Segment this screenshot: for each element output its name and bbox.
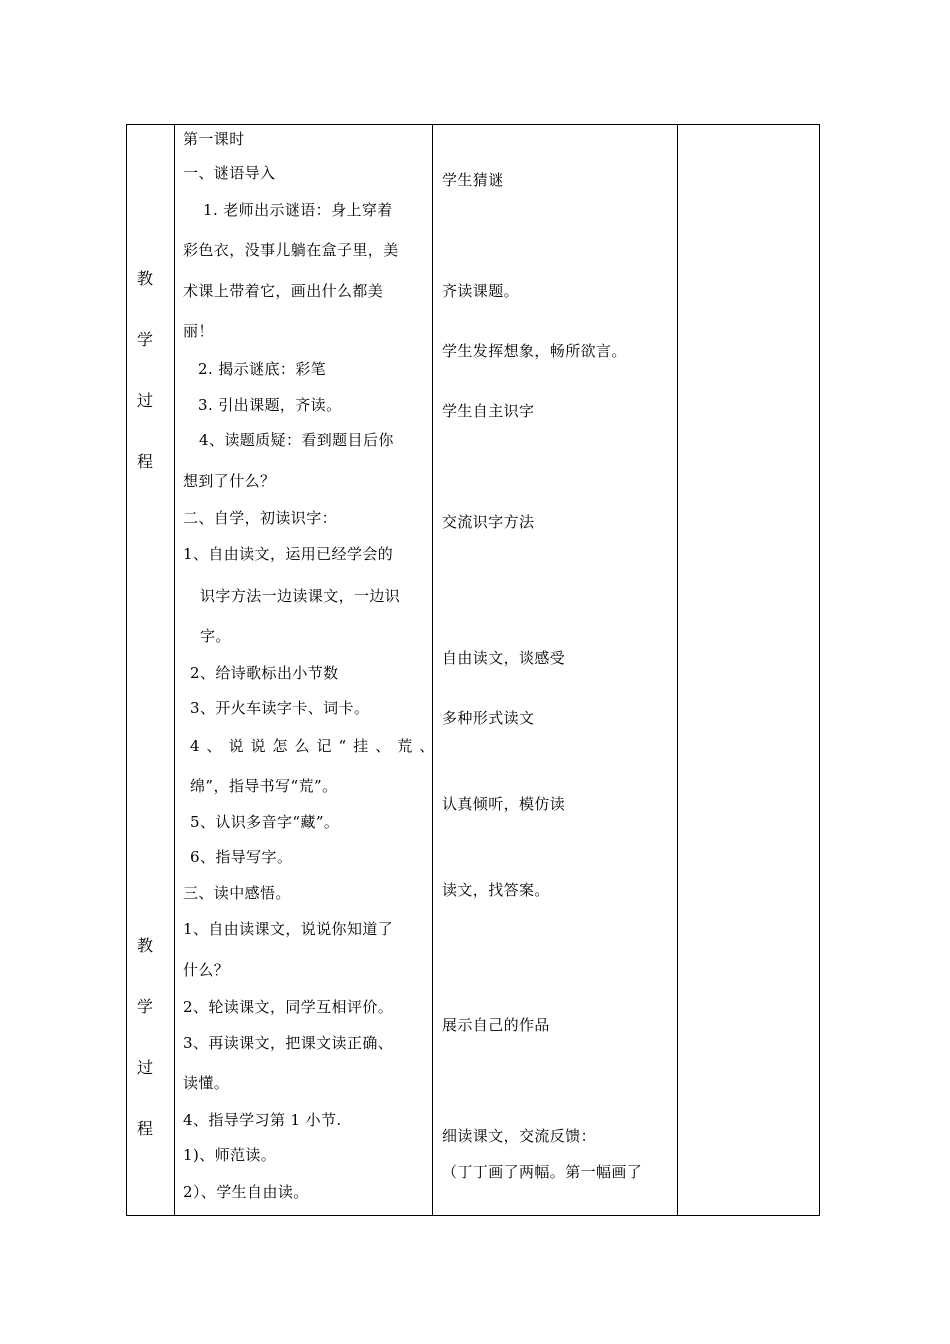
teacher-line: 第一课时 bbox=[183, 130, 245, 148]
side-label-char: 教 bbox=[137, 936, 154, 955]
teacher-line: 3、开火车读字卡、词卡。 bbox=[190, 699, 370, 717]
student-line: 学生发挥想象，畅所欲言。 bbox=[442, 342, 627, 360]
student-line: 细读课文，交流反馈： bbox=[442, 1127, 597, 1145]
student-line: 齐读课题。 bbox=[442, 282, 520, 300]
student-line: 自由读文，谈感受 bbox=[442, 649, 566, 667]
teacher-line: 6、指导写字。 bbox=[190, 848, 293, 866]
teacher-line: 彩色衣，没事儿躺在盒子里，美 bbox=[183, 241, 399, 259]
teacher-line: 4、指导学习第 1 小节. bbox=[183, 1111, 342, 1129]
teacher-line: 术课上带着它，画出什么都美 bbox=[183, 282, 384, 300]
side-label-char: 程 bbox=[137, 452, 154, 471]
teacher-line: 想到了什么？ bbox=[183, 472, 276, 490]
teacher-line: 2、给诗歌标出小节数 bbox=[190, 664, 339, 682]
teacher-line: 2）、学生自由读。 bbox=[183, 1183, 309, 1201]
teacher-line: 丽！ bbox=[183, 322, 214, 340]
teacher-line: 1、自由读文，运用已经学会的 bbox=[183, 545, 394, 563]
teacher-line: 1)、师范读。 bbox=[183, 1146, 277, 1164]
student-line: 学生自主识字 bbox=[442, 402, 535, 420]
column-divider bbox=[677, 125, 678, 1215]
student-line: 展示自己的作品 bbox=[442, 1016, 550, 1034]
teacher-line: 3、再读课文，把课文读正确、 bbox=[183, 1034, 394, 1052]
student-line: 认真倾听，模仿读 bbox=[442, 795, 566, 813]
teacher-line: 4、读题质疑：看到题目后你 bbox=[199, 431, 394, 449]
teacher-line: 二、自学，初读识字： bbox=[183, 509, 338, 527]
teacher-line: 1、自由读课文，说说你知道了 bbox=[183, 920, 394, 938]
student-line: 交流识字方法 bbox=[442, 513, 535, 531]
side-label-char: 学 bbox=[137, 330, 154, 349]
side-label-char: 学 bbox=[137, 997, 154, 1016]
column-divider bbox=[174, 125, 175, 1215]
column-divider bbox=[432, 125, 433, 1215]
side-label-char: 过 bbox=[137, 391, 154, 410]
side-label-char: 程 bbox=[137, 1119, 154, 1138]
side-label-char: 教 bbox=[137, 269, 154, 288]
teacher-line: 3. 引出课题，齐读。 bbox=[198, 396, 342, 414]
side-label-char: 过 bbox=[137, 1058, 154, 1077]
student-line: 读文，找答案。 bbox=[442, 881, 550, 899]
student-line: （丁丁画了两幅。第一幅画了 bbox=[442, 1163, 643, 1181]
teacher-line: 4、说说怎么记“挂、荒、 bbox=[190, 737, 442, 755]
teacher-line: 绵”，指导书写“荒”。 bbox=[190, 777, 338, 795]
teacher-line: 什么？ bbox=[183, 961, 230, 979]
teacher-line: 读懂。 bbox=[183, 1074, 230, 1092]
teacher-line: 5、认识多音字“藏”。 bbox=[190, 813, 340, 831]
teacher-line: 1. 老师出示谜语：身上穿着 bbox=[203, 201, 393, 219]
teacher-line: 一、谜语导入 bbox=[183, 164, 276, 182]
student-line: 学生猜谜 bbox=[442, 171, 504, 189]
teacher-line: 识字方法一边读课文，一边识 bbox=[200, 587, 401, 605]
teacher-line: 字。 bbox=[200, 627, 231, 645]
teacher-line: 2、轮读课文，同学互相评价。 bbox=[183, 998, 394, 1016]
student-line: 多种形式读文 bbox=[442, 709, 535, 727]
teacher-line: 三、读中感悟。 bbox=[183, 884, 291, 902]
teacher-line: 2. 揭示谜底：彩笔 bbox=[198, 360, 327, 378]
